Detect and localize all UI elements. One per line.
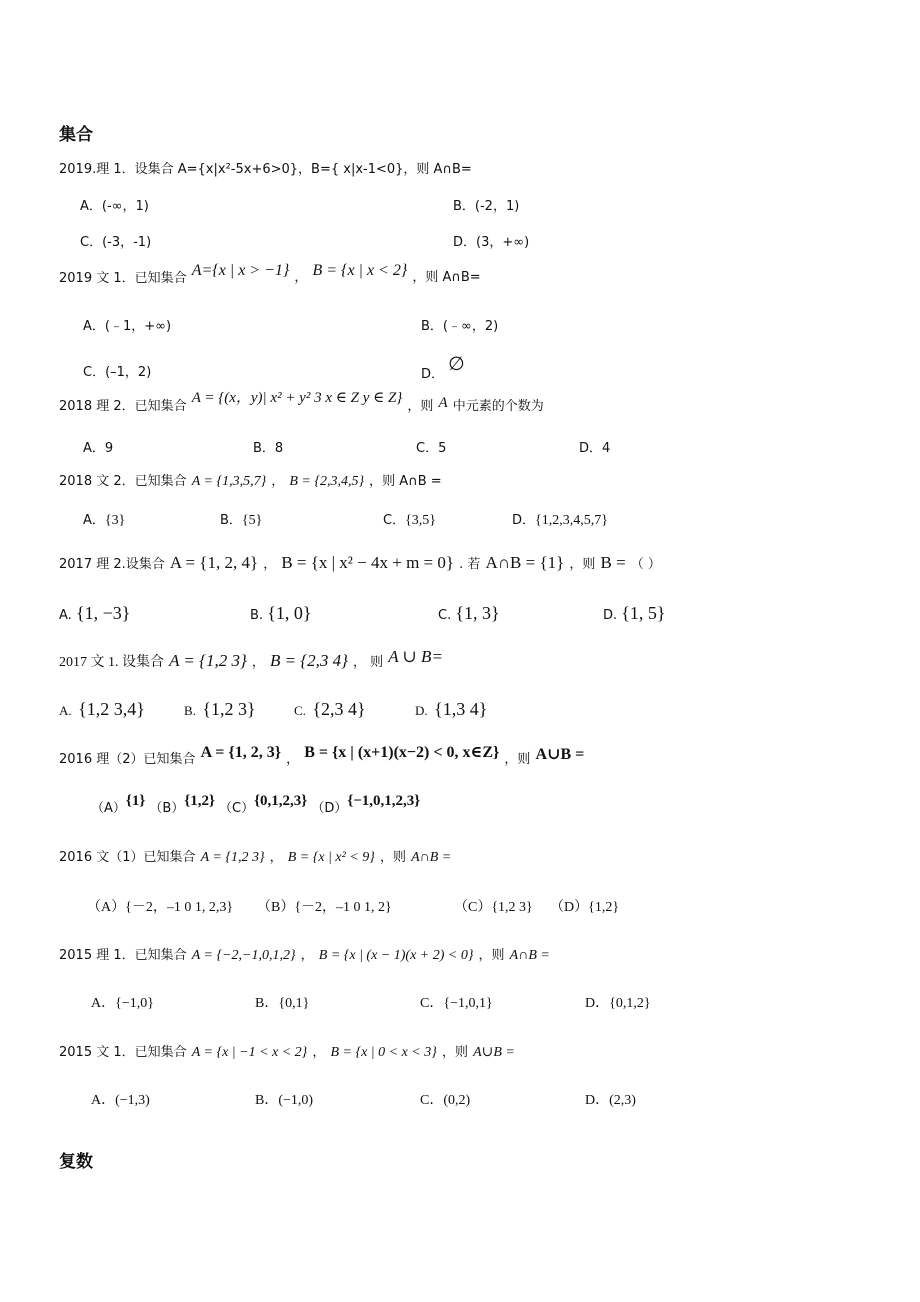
set-variable: A xyxy=(438,395,448,411)
option-label: B. xyxy=(184,703,196,718)
option-b: B．(-2，1) xyxy=(453,199,520,214)
set-a-formula: A = {1, 2, 4} xyxy=(169,553,259,572)
option-value: {0,1,2} xyxy=(609,996,651,1011)
option-c xyxy=(438,603,500,624)
option-c: （C）{1,2 3} xyxy=(454,900,533,915)
set-b-formula: B = {x | (x+1)(x−2) < 0, x∈Z} xyxy=(304,744,500,761)
question-prefix: 2016 文（1）已知集合 xyxy=(59,850,196,865)
option-d: D．4 xyxy=(579,441,611,456)
answer-paren: （ ） xyxy=(630,557,661,572)
option-value: {3} xyxy=(104,513,126,528)
option-label: D． xyxy=(585,1093,610,1108)
option-a xyxy=(59,603,130,624)
set-b-formula: B = {x | 0 < x < 3} xyxy=(330,1045,437,1060)
question-2018-li-2 xyxy=(59,390,544,415)
option-label: A． xyxy=(91,996,116,1011)
question-suffix: ，则 xyxy=(504,752,531,767)
separator: ， xyxy=(294,270,308,285)
option-label: D. xyxy=(603,608,618,623)
separator: ， xyxy=(269,850,283,865)
question-prefix: 2015 理 1．已知集合 xyxy=(59,948,187,963)
option-c xyxy=(420,1089,470,1109)
question-2015-wen-1 xyxy=(59,1041,515,1061)
option-c xyxy=(383,509,436,529)
question-suffix: ， 则 xyxy=(353,655,384,670)
question-prefix: 2018 理 2．已知集合 xyxy=(59,399,187,414)
question-mid: . 若 xyxy=(459,557,481,572)
option-d xyxy=(585,1089,636,1109)
option-a xyxy=(91,1089,150,1109)
option-label: D． xyxy=(585,996,610,1011)
option-label: A. xyxy=(59,608,72,623)
option-a: （A）{－2，–1 0 1, 2,3} xyxy=(87,900,234,915)
question-2017-li-2 xyxy=(59,553,661,573)
option-a xyxy=(83,509,125,529)
option-c xyxy=(420,992,493,1012)
option-d xyxy=(512,509,608,529)
option-label: C． xyxy=(420,996,444,1011)
option-b: B．(﹣∞，2) xyxy=(421,319,499,334)
condition-formula: A∩B = {1} xyxy=(485,553,565,572)
question-suffix: ，则 xyxy=(407,399,434,414)
option-value: {2,3 4} xyxy=(312,699,366,719)
option-d xyxy=(415,699,487,720)
set-a-formula: A = {1,2 3} xyxy=(200,850,265,865)
ask-formula: A∪B = xyxy=(535,746,585,763)
option-c-value: {0,1,2,3} xyxy=(254,793,308,809)
option-value: {−1,0} xyxy=(115,996,154,1011)
option-a xyxy=(59,699,145,720)
set-b-formula: B = {x | x < 2} xyxy=(312,262,408,279)
set-b-formula: B = {2,3,4,5} xyxy=(289,474,365,489)
option-b xyxy=(220,509,262,529)
option-value: {1,3 4} xyxy=(434,699,488,719)
section-heading-complex: 复数 xyxy=(59,1152,93,1172)
option-b-label: （B） xyxy=(149,801,185,816)
question-2016-wen-1 xyxy=(59,846,451,866)
option-value: (2,3) xyxy=(609,1093,636,1108)
question-suffix: ，则 A∩B = xyxy=(369,474,442,489)
ask-formula: A ∪ B= xyxy=(388,647,443,666)
option-c: C．(–1，2) xyxy=(83,365,152,380)
option-label: C． xyxy=(383,513,406,528)
option-d-value: {−1,0,1,2,3} xyxy=(347,793,421,809)
separator: ， xyxy=(271,474,285,489)
option-value: (−1,3) xyxy=(115,1093,150,1108)
option-label: C． xyxy=(420,1093,444,1108)
question-prefix: 2017 文 1. 设集合 xyxy=(59,655,164,670)
option-label: B． xyxy=(255,996,279,1011)
option-value: (0,2) xyxy=(443,1093,471,1108)
separator: ， xyxy=(286,752,300,767)
question-suffix: ，则 A∩B= xyxy=(412,270,481,285)
option-a-value: {1} xyxy=(125,793,146,809)
set-a-formula: A={x | x > −1} xyxy=(191,262,290,279)
option-c: C．5 xyxy=(416,441,447,456)
option-d xyxy=(603,603,666,624)
option-label: B． xyxy=(220,513,242,528)
question-prefix: 2018 文 2．已知集合 xyxy=(59,474,187,489)
question-suffix: ，则 xyxy=(569,557,596,572)
option-label: A. xyxy=(59,703,72,718)
option-value: {1,2 3,4} xyxy=(78,699,145,719)
option-value: {5} xyxy=(241,513,263,528)
question-suffix: ，则 xyxy=(478,948,505,963)
question-2019-wen-1 xyxy=(59,262,481,286)
option-d: （D）{1,2} xyxy=(550,900,620,915)
section-heading-sets: 集合 xyxy=(59,125,93,145)
option-label: A． xyxy=(91,1093,116,1108)
option-c-label: （C） xyxy=(219,801,255,816)
option-label: D． xyxy=(421,367,445,382)
option-value: {1, 0} xyxy=(267,603,312,623)
option-d xyxy=(585,992,651,1012)
question-prefix: 2016 理（2）已知集合 xyxy=(59,752,196,767)
option-c xyxy=(294,699,366,720)
option-label: C. xyxy=(294,703,306,718)
option-value: {3,5} xyxy=(405,513,437,528)
option-a-label: （A） xyxy=(91,801,126,816)
question-2015-li-1 xyxy=(59,944,550,964)
option-a: A．(-∞，1) xyxy=(80,199,149,214)
ask-formula: A∩B = xyxy=(411,850,452,865)
option-value: {1,2,3,4,5,7} xyxy=(535,513,608,528)
set-a-formula: A = {1, 2, 3} xyxy=(200,744,281,761)
option-d: D．(3，+∞) xyxy=(453,235,530,250)
option-label: B. xyxy=(250,608,264,623)
option-a: A．(﹣1，+∞) xyxy=(83,319,172,334)
empty-set-symbol: ∅ xyxy=(448,354,465,375)
option-value: {1, 3} xyxy=(455,603,500,623)
option-value: {1, −3} xyxy=(75,603,131,623)
option-value: {−1,0,1} xyxy=(443,996,493,1011)
option-value: {0,1} xyxy=(278,996,310,1011)
option-d-label: （D） xyxy=(311,801,348,816)
separator: ， xyxy=(312,1045,326,1060)
question-prefix: 2019 文 1．已知集合 xyxy=(59,271,187,286)
separator: ， xyxy=(251,655,265,670)
option-label: C. xyxy=(438,608,452,623)
question-suffix: ，则 xyxy=(441,1045,468,1060)
ask-formula: B = xyxy=(600,553,626,572)
option-value: {1, 5} xyxy=(621,603,666,623)
set-a-formula: A = {1,2 3} xyxy=(169,651,247,670)
option-b: B．8 xyxy=(253,441,284,456)
set-b-formula: B = {x | (x − 1)(x + 2) < 0} xyxy=(318,948,474,963)
option-label: D． xyxy=(512,513,536,528)
separator: ， xyxy=(263,557,277,572)
question-suffix-tail: 中元素的个数为 xyxy=(452,399,544,414)
set-a-formula: A = {x | −1 < x < 2} xyxy=(191,1045,308,1060)
ask-formula: A∩B = xyxy=(509,948,550,963)
option-a xyxy=(91,992,154,1012)
option-b xyxy=(255,1089,313,1109)
set-b-formula: B = {x | x² < 9} xyxy=(287,850,375,865)
ask-formula: A∪B = xyxy=(473,1045,515,1060)
option-label: D. xyxy=(415,703,428,718)
set-a-formula: A = {1,3,5,7} xyxy=(191,474,267,489)
set-a-formula: A = {−2,−1,0,1,2} xyxy=(191,948,296,963)
option-row xyxy=(91,793,421,817)
option-b xyxy=(250,603,311,624)
option-a: A．9 xyxy=(83,441,114,456)
option-b: （B）{－2，–1 0 1, 2} xyxy=(257,900,392,915)
set-b-formula: B = {x | x² − 4x + m = 0} xyxy=(281,553,455,572)
set-b-formula: B = {2,3 4} xyxy=(269,651,348,670)
option-value: {1,2 3} xyxy=(202,699,256,719)
question-2019-li-1: 2019.理 1．设集合 A={x|x²-5x+6>0}，B={ x|x-1<0}，则 A∩B= xyxy=(59,162,472,177)
question-prefix: 2017 理 2.设集合 xyxy=(59,557,165,572)
option-label: A． xyxy=(83,513,105,528)
set-a-formula: A = {(x，y)| x² + y² 3 x ∈ Z y ∈ Z} xyxy=(191,390,403,406)
option-d xyxy=(421,354,465,384)
question-2016-li-2 xyxy=(59,744,585,768)
option-value: (−1,0) xyxy=(278,1093,314,1108)
option-label: B． xyxy=(255,1093,279,1108)
question-2017-wen-1 xyxy=(59,647,443,671)
question-suffix: ，则 xyxy=(379,850,406,865)
option-c: C．(-3，-1) xyxy=(80,235,152,250)
option-b xyxy=(184,699,256,720)
question-2018-wen-2 xyxy=(59,470,442,490)
separator: ， xyxy=(300,948,314,963)
option-b-value: {1,2} xyxy=(184,793,215,809)
question-prefix: 2015 文 1．已知集合 xyxy=(59,1045,187,1060)
option-b xyxy=(255,992,309,1012)
